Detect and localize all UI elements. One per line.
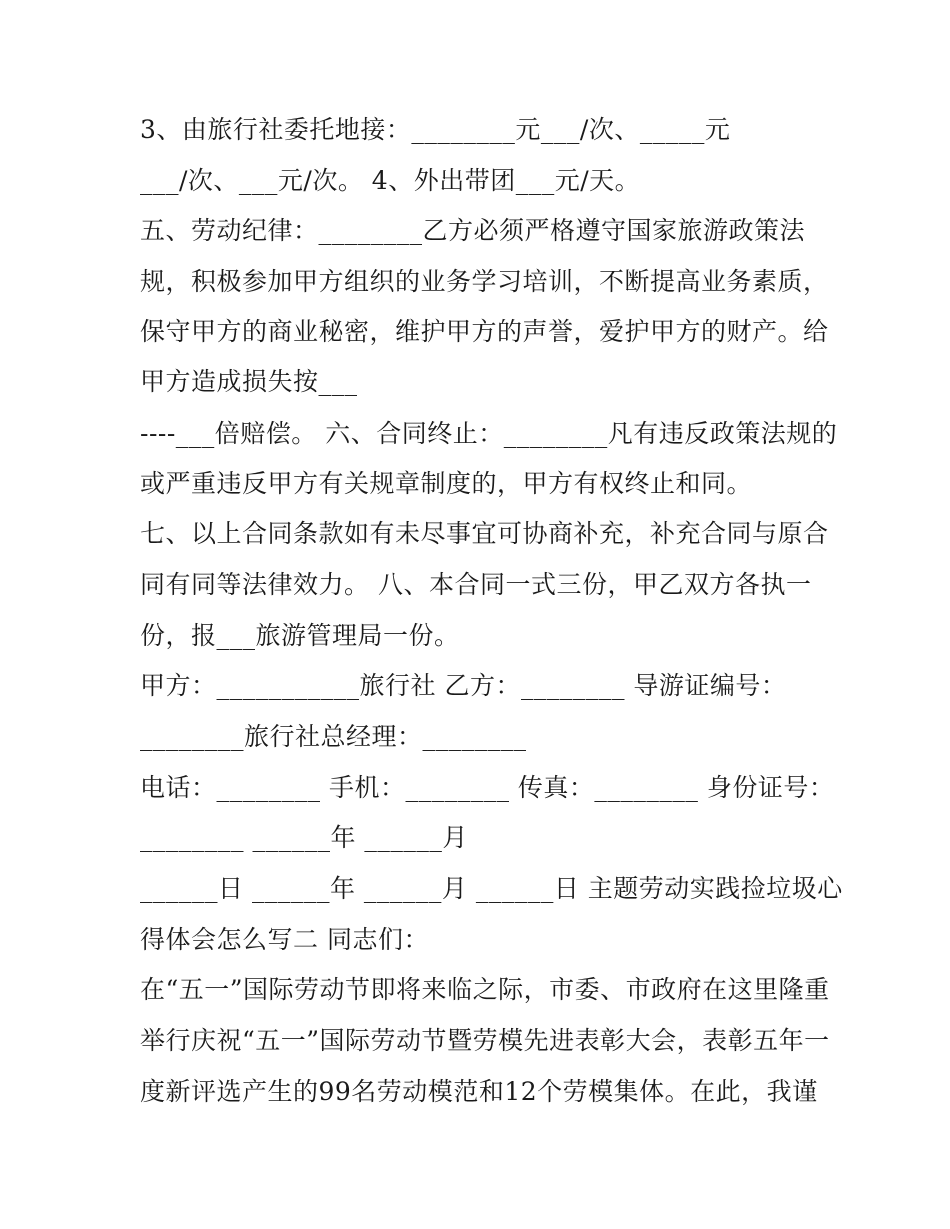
text-line: 五、劳动纪律：________乙方必须严格遵守国家旅游政策法: [140, 216, 806, 245]
text-line: 度新评选产生的99名劳动模范和12个劳模集体。在此，我谨: [140, 1077, 818, 1106]
text-line: 同有同等法律效力。 八、本合同一式三份，甲乙双方各执一: [140, 570, 812, 599]
text-line: 甲方造成损失按___: [140, 367, 358, 396]
text-line: ________旅行社总经理：________: [140, 722, 527, 751]
text-line: 举行庆祝“五一”国际劳动节暨劳模先进表彰大会，表彰五年一: [140, 1026, 830, 1055]
text-line: 在“五一”国际劳动节即将来临之际，市委、市政府在这里隆重: [140, 975, 830, 1004]
text-line: ________ ______年 ______月: [140, 823, 468, 852]
text-line: 七、以上合同条款如有未尽事宜可协商补充，补充合同与原合: [140, 519, 829, 548]
text-line: 3、由旅行社委托地接：________元___/次、_____元: [140, 115, 731, 144]
text-line: 得体会怎么写二 同志们：: [140, 925, 429, 954]
text-line: 甲方：___________旅行社 乙方：________ 导游证编号：: [140, 671, 787, 700]
text-line: ----___倍赔偿。 六、合同终止：________凡有违反政策法规的: [140, 419, 838, 448]
text-line: 份，报___旅游管理局一份。: [140, 621, 460, 650]
text-line: 电话：________ 手机：________ 传真：________ 身份证号：: [140, 773, 835, 802]
text-line: ______日 ______年 ______月 ______日 主题劳动实践捡垃圾心: [140, 874, 843, 903]
text-line: ___/次、___元/次。 4、外出带团___元/天。: [140, 166, 641, 195]
text-line: 或严重违反甲方有关规章制度的，甲方有权终止和同。: [140, 469, 753, 498]
text-line: 规，积极参加甲方组织的业务学习培训，不断提高业务素质，: [140, 267, 829, 296]
text-line: 保守甲方的商业秘密，维护甲方的声誉，爱护甲方的财产。给: [140, 317, 829, 346]
